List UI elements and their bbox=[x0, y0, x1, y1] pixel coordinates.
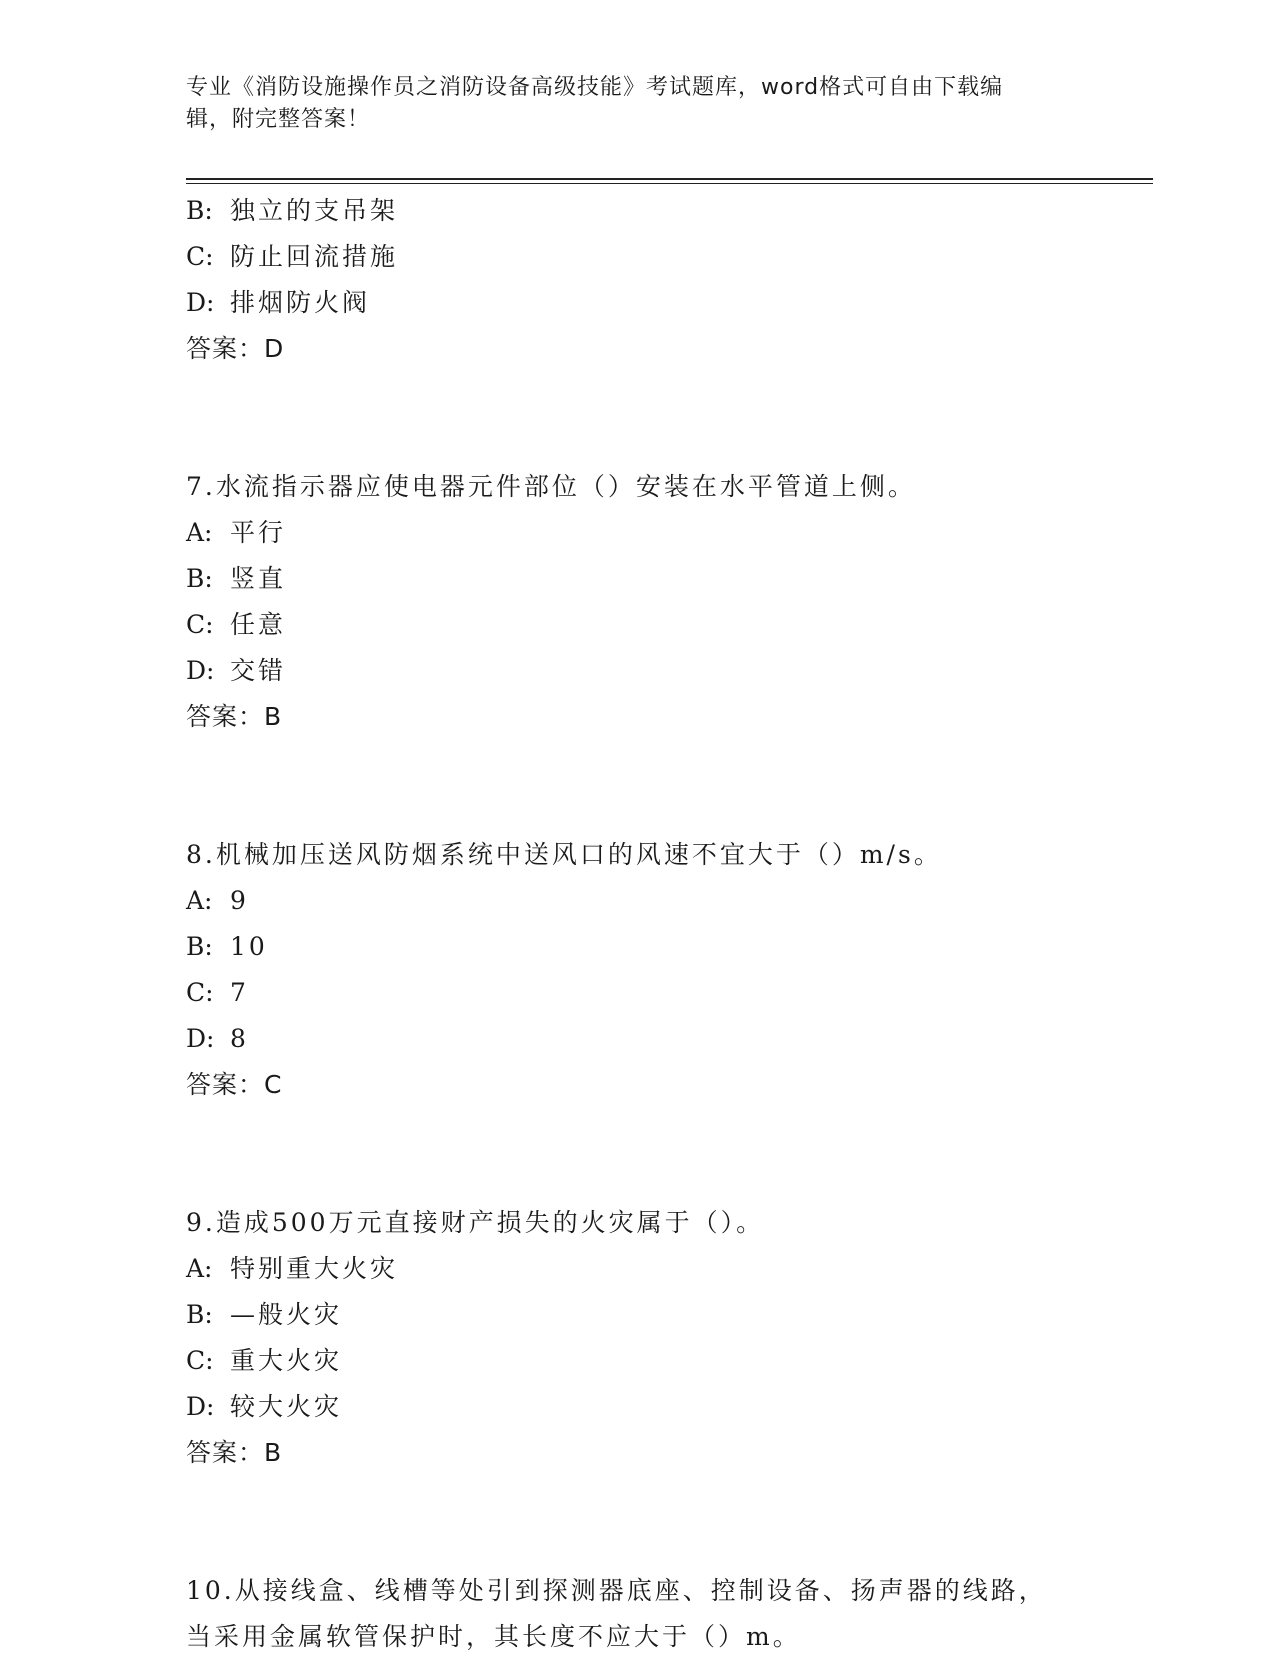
question-7 bbox=[186, 464, 1126, 740]
option-text: 竖直 bbox=[230, 564, 287, 593]
spacer bbox=[186, 372, 1126, 464]
option-key: C: bbox=[186, 1346, 214, 1375]
option-b bbox=[186, 556, 1126, 602]
option-text: 7 bbox=[230, 978, 249, 1007]
option-b bbox=[186, 188, 1126, 234]
option-text: 重大火灾 bbox=[230, 1346, 343, 1375]
spacer bbox=[186, 740, 1126, 832]
page-header bbox=[186, 72, 1066, 136]
option-d bbox=[186, 648, 1126, 694]
option-c bbox=[186, 1338, 1126, 1384]
option-text: 任意 bbox=[230, 610, 287, 639]
option-key: C: bbox=[186, 610, 214, 639]
option-d bbox=[186, 1384, 1126, 1430]
question-10 bbox=[186, 1568, 1126, 1660]
option-a bbox=[186, 878, 1126, 924]
answer-line: 答案：D bbox=[186, 334, 285, 363]
option-text: 排烟防火阀 bbox=[230, 288, 371, 317]
header-divider-thin bbox=[186, 183, 1153, 184]
option-key: D: bbox=[186, 656, 215, 685]
option-d bbox=[186, 1016, 1126, 1062]
option-key: D: bbox=[186, 1024, 215, 1053]
question-8 bbox=[186, 832, 1126, 1108]
question-text: 7.水流指示器应使电器元件部位（）安装在水平管道上侧。 bbox=[186, 472, 916, 501]
question-9 bbox=[186, 1200, 1126, 1476]
option-c bbox=[186, 970, 1126, 1016]
option-text: 防止回流措施 bbox=[230, 242, 399, 271]
question-text: 8.机械加压送风防烟系统中送风口的风速不宜大于（）m/s。 bbox=[186, 840, 942, 869]
option-text: 9 bbox=[230, 886, 249, 915]
option-a bbox=[186, 1246, 1126, 1292]
option-d bbox=[186, 280, 1126, 326]
option-text: 较大火灾 bbox=[230, 1392, 343, 1421]
prev-question-options bbox=[186, 188, 1126, 372]
answer-line: 答案：B bbox=[186, 702, 283, 731]
question-text-line-1: 10.从接线盒、线槽等处引到探测器底座、控制设备、扬声器的线路， bbox=[186, 1576, 1047, 1605]
header-line-2: 辑，附完整答案！ bbox=[186, 107, 371, 132]
spacer bbox=[186, 1476, 1126, 1568]
option-b bbox=[186, 1292, 1126, 1338]
answer-line: 答案：C bbox=[186, 1070, 283, 1099]
header-line-1: 专业《消防设施操作员之消防设备高级技能》考试题库，word格式可自由下载编 bbox=[186, 75, 1004, 100]
option-key: C: bbox=[186, 978, 214, 1007]
option-text: 独立的支吊架 bbox=[230, 196, 399, 225]
option-c bbox=[186, 234, 1126, 280]
answer-line: 答案：B bbox=[186, 1438, 283, 1467]
header-divider bbox=[186, 178, 1153, 180]
option-key: A: bbox=[186, 518, 213, 547]
option-text: 8 bbox=[230, 1024, 249, 1053]
option-key: A: bbox=[186, 1254, 213, 1283]
option-key: D: bbox=[186, 1392, 215, 1421]
option-c bbox=[186, 602, 1126, 648]
option-key: B: bbox=[186, 1300, 213, 1329]
option-key: B: bbox=[186, 564, 213, 593]
question-text-line-2: 当采用金属软管保护时，其长度不应大于（）m。 bbox=[186, 1622, 801, 1651]
option-key: A: bbox=[186, 886, 213, 915]
option-b bbox=[186, 924, 1126, 970]
option-key: B: bbox=[186, 196, 213, 225]
option-text: 10 bbox=[230, 932, 268, 961]
spacer bbox=[186, 1108, 1126, 1200]
question-content bbox=[186, 188, 1126, 1660]
option-text: 平行 bbox=[230, 518, 287, 547]
option-key: D: bbox=[186, 288, 215, 317]
option-text: 交错 bbox=[230, 656, 287, 685]
option-a bbox=[186, 510, 1126, 556]
option-text: 特别重大火灾 bbox=[230, 1254, 399, 1283]
option-text: —般火灾 bbox=[230, 1300, 343, 1329]
question-text: 9.造成500万元直接财产损失的火灾属于（）。 bbox=[186, 1208, 765, 1237]
option-key: B: bbox=[186, 932, 213, 961]
option-key: C: bbox=[186, 242, 214, 271]
